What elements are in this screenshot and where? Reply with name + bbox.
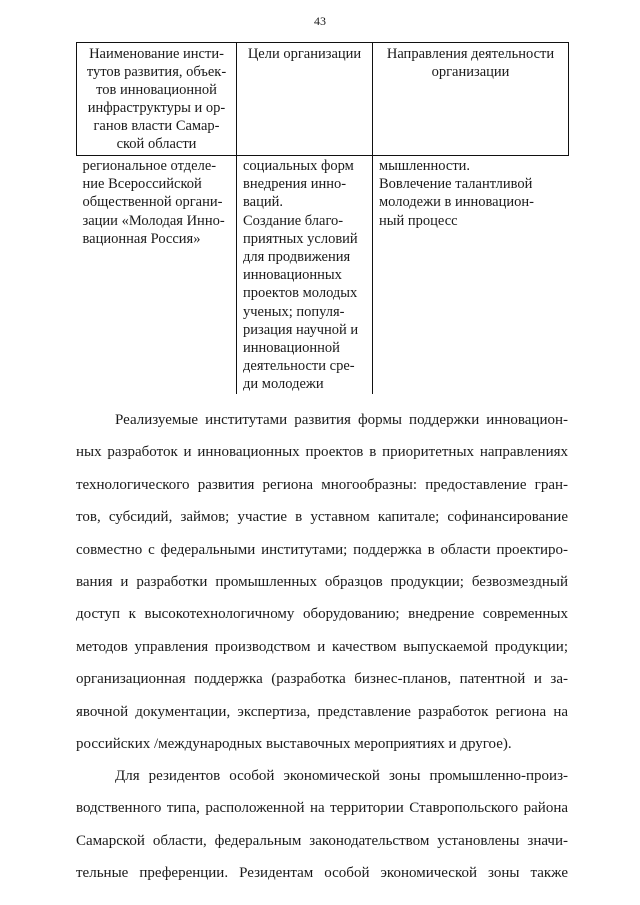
paragraph-line: тов, субсидий, займов; участие в уставном капитале; софинансирование [76, 509, 568, 526]
cell-line: ный процесс [379, 212, 458, 229]
cell-line: ваций. [243, 194, 283, 211]
cell-line: молодежи в инновацион- [379, 194, 534, 211]
header-line: Направления деятельности [386, 46, 555, 62]
cell-line: социальных форм [243, 158, 354, 174]
header-institutions [77, 43, 237, 156]
cell-line: Создание благо- [243, 212, 344, 229]
cell-line: вационная Россия» [82, 230, 201, 247]
cell-line: проектов молодых [243, 285, 358, 302]
cell-line: региональное отделе- [82, 158, 217, 174]
header-goals [237, 43, 373, 156]
paragraph-line: российских /международных выставочных мероприятиях и другое). [76, 736, 512, 753]
cell-line: ди молодежи [243, 376, 324, 393]
paragraph-line: Реализуемые институтами развития формы поддержки инновацион- [115, 412, 568, 428]
paragraph-line: ных разработок и инновационных проектов в приоритетных направлениях [76, 444, 568, 461]
institutions-table [76, 42, 569, 394]
header-line: ганов власти Самар- [93, 118, 220, 134]
cell-directions [373, 156, 569, 394]
cell-line: общественной органи- [82, 194, 223, 211]
paragraph-line: совместно с федеральными институтами; поддержка в области проектиро- [76, 541, 568, 558]
paragraph-line: явочной документации, экспертиза, представление разработок региона на [76, 703, 568, 720]
paragraph-line: организационная поддержка (разработка бизнес-планов, патентной и за- [76, 671, 568, 688]
header-line: ской области [116, 136, 197, 152]
paragraph-line: технологического развития региона многообразны: предоставление гран- [76, 476, 568, 493]
page-number: 43 [314, 14, 326, 28]
header-directions [373, 43, 569, 156]
paragraph-economic-zone [76, 760, 568, 890]
paragraph-line: тельные преференции. Резидентам особой экономической зоны также [76, 865, 568, 882]
cell-line: инновационной [243, 340, 340, 357]
paragraph-line: Самарской области, федеральным законодательством установлены значи- [76, 832, 568, 849]
header-line: тутов развития, объек- [86, 64, 227, 80]
paragraph-support-forms [76, 404, 568, 760]
cell-line: ученых; популя- [243, 303, 345, 320]
header-line: Наименование инсти- [89, 46, 224, 62]
cell-line: деятельности сре- [243, 358, 355, 375]
header-line: инфраструктуры и ор- [87, 100, 226, 116]
paragraph-line: водственного типа, расположенной на территории Ставропольского района [76, 800, 568, 817]
cell-line: мышленности. [379, 158, 471, 174]
cell-line: ризация научной и [243, 321, 359, 338]
cell-line: внедрения инно- [243, 176, 347, 193]
cell-line: зации «Молодая Инно- [82, 212, 225, 229]
header-line: тов инновационной [96, 82, 217, 98]
paragraph-line: методов управления производством и качеством выпускаемой продукции; [76, 638, 568, 655]
header-line: организации [431, 64, 510, 80]
cell-line: приятных условий [243, 230, 358, 247]
paragraph-line: доступ к высокотехнологичному оборудованию; внедрение современных [76, 606, 568, 623]
cell-line: для продвижения [243, 249, 351, 266]
cell-goals [237, 156, 373, 394]
cell-institution [77, 156, 237, 394]
header-line: Цели организации [247, 46, 362, 62]
cell-line: инновационных [243, 267, 342, 284]
paragraph-line: Для резидентов особой экономической зоны промышленно-произ- [115, 768, 568, 784]
table-header-row [77, 43, 569, 156]
paragraph-line: вания и разработки промышленных образцов продукции; безвозмездный [76, 574, 568, 591]
cell-line: ние Всероссийской [82, 176, 202, 193]
cell-line: Вовлечение талантливой [379, 176, 533, 193]
table-row [77, 156, 569, 394]
